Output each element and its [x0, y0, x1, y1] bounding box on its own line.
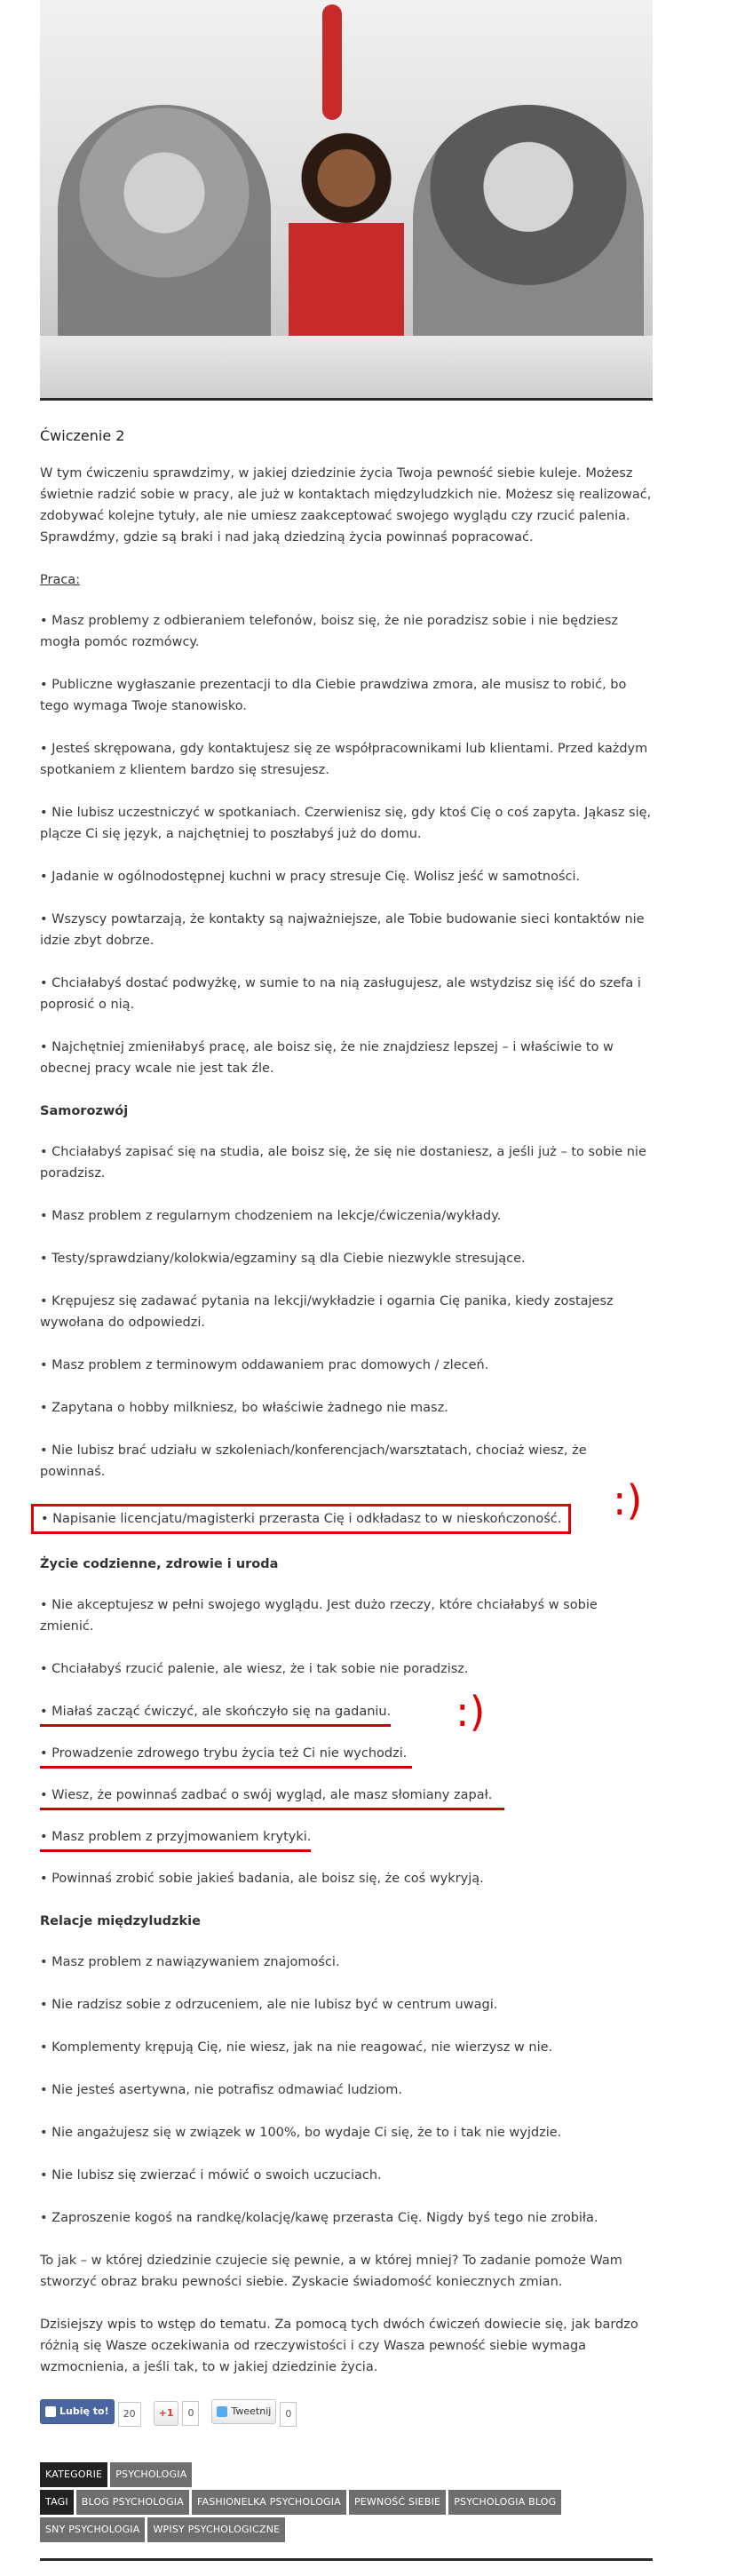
facebook-icon — [45, 2406, 56, 2417]
tweet-label: Tweetnij — [231, 2405, 272, 2417]
section-heading-relations: Relacje międzyludzkie — [40, 1914, 201, 1928]
google-plus-button[interactable]: +1 — [154, 2401, 179, 2426]
section-heading-daily-life: Życie codzienne, zdrowie i uroda — [40, 1557, 279, 1571]
category-link[interactable]: PSYCHOLOGIA — [110, 2462, 192, 2487]
list-item: • Nie radzisz sobie z odrzuceniem, ale nie lubisz być w centrum uwagi. — [40, 1998, 498, 2012]
underlined-list-item: • Masz problem z przyjmowaniem krytyki. — [40, 1826, 311, 1852]
list-item: • Nie jesteś asertywna, nie potrafisz odmawiać ludziom. — [40, 2083, 402, 2097]
facebook-like-label: Lubię to! — [59, 2405, 109, 2417]
tweet-button[interactable] — [211, 2399, 276, 2424]
list-item: • Zapytana o hobby milkniesz, bo właściwie żadnego nie masz. — [40, 1401, 448, 1415]
list-item: • Masz problem z regularnym chodzeniem na lekcje/ćwiczenia/wykłady. — [40, 1209, 502, 1223]
facebook-like — [40, 2399, 141, 2427]
list-item: • Publiczne wygłaszanie prezentacji to dla Ciebie prawdziwa zmora, ale musisz to robić, bo tego wymaga Twoje stanowisko. — [40, 678, 627, 713]
tags-row — [40, 2490, 653, 2515]
tag-link[interactable]: BLOG PSYCHOLOGIA — [76, 2490, 189, 2515]
underlined-list-item: • Wiesz, że powinnaś zadbać o swój wygląd, ale masz słomiany zapał. — [40, 1785, 504, 1810]
list-item: • Najchętniej zmieniłabyś pracę, ale boisz się, że nie znajdziesz lepszej – i właściwie to w obecnej pracy wcale nie jest tak źle. — [40, 1040, 614, 1076]
tweet-count: 0 — [280, 2402, 297, 2427]
highlighted-list-item: • Napisanie licencjatu/magisterki przerasta Cię i odkładasz to w nieskończoność. — [31, 1504, 571, 1534]
hero-image — [40, 0, 653, 398]
list-item: • Wszyscy powtarzają, że kontakty są najważniejsze, ale Tobie budowanie sieci kontaktów nie idzie zbyt dobrze. — [40, 912, 645, 948]
tag-link[interactable]: FASHIONELKA PSYCHOLOGIA — [192, 2490, 346, 2515]
facebook-like-button[interactable] — [40, 2399, 115, 2424]
list-item: • Testy/sprawdziany/kolokwia/egzaminy są dla Ciebie niezwykle stresujące. — [40, 1252, 526, 1266]
list-item: • Krępujesz się zadawać pytania na lekcji/wykładzie i ogarnia Cię panika, kiedy zostajesz wywołana do odpowiedzi. — [40, 1294, 614, 1330]
outro-paragraph: To jak – w której dziedzinie czujecie się pewnie, a w której mniej? To zadanie pomoże Wam stworzyć obraz braku pewności siebie. Zyskacie świadomość koniecznych zmian. — [40, 2254, 622, 2289]
list-item: • Jesteś skrępowana, gdy kontaktujesz się ze współpracownikami lub klientami. Przed każdym spotkaniem z klientem bardzo się stresujesz. — [40, 742, 648, 777]
outro-paragraph: Dzisiejszy wpis to wstęp do tematu. Za pomocą tych dwóch ćwiczeń dowiecie się, jak bardzo różnią się Wasze oczekiwania od rzeczywistości i czy Wasza pewność siebie wymaga wzmocnienia, a jeśli tak, to w jakiej dziedzinie życia. — [40, 2318, 638, 2374]
smiley-annotation: :) — [613, 1476, 643, 1524]
list-item: • Masz problem z terminowym oddawaniem prac domowych / zleceń. — [40, 1358, 489, 1372]
list-item: • Masz problemy z odbieraniem telefonów, boisz się, że nie poradzisz sobie i nie będziesz mogła pomóc rozmówcy. — [40, 614, 619, 649]
smiley-annotation: :) — [456, 1688, 486, 1736]
intro-paragraph: W tym ćwiczeniu sprawdzimy, w jakiej dziedzinie życia Twoja pewność siebie kuleje. Możesz świetnie radzić sobie w pracy, ale już w kontaktach międzyludzkich nie. Możesz się realizować, zdobywać kolejne tytuły, ale nie umiesz zaakceptować swojego wyglądu czy rzucić palenia. Sprawdźmy, gdzie są braki i nad jaką dziedziną życia powinnaś popracować. — [40, 466, 652, 545]
bottom-divider — [40, 2558, 653, 2561]
underlined-list-item: • Miałaś zacząć ćwiczyć, ale skończyło się na gadaniu. — [40, 1701, 391, 1727]
smiling-girl-figure — [289, 123, 404, 345]
facebook-like-count: 20 — [118, 2402, 141, 2427]
categories-row — [40, 2462, 653, 2487]
list-item: • Chciałabyś rzucić palenie, ale wiesz, że i tak sobie nie poradzisz. — [40, 1662, 469, 1676]
hero-divider — [40, 398, 653, 401]
list-item: • Chciałabyś zapisać się na studia, ale boisz się, że się nie dostaniesz, a jeśli już – to sobie nie poradzisz. — [40, 1145, 646, 1181]
google-plus-count: 0 — [182, 2401, 199, 2426]
post-subtitle: Ćwiczenie 2 — [40, 427, 125, 444]
list-item: • Nie akceptujesz w pełni swojego wyglądu. Jest dużo rzeczy, które chciałabyś w sobie zmienić. — [40, 1598, 598, 1634]
section-heading-self-development: Samorozwój — [40, 1104, 129, 1118]
blog-post — [40, 0, 653, 2561]
desk-shape — [40, 336, 653, 398]
list-item: • Chciałabyś dostać podwyżkę, w sumie to na nią zasługujesz, ale wstydzisz się iść do szefa i poprosić o nią. — [40, 976, 641, 1012]
share-bar — [40, 2399, 653, 2427]
raised-hand-figure — [322, 4, 342, 120]
tags-row-continued — [40, 2517, 653, 2542]
post-meta — [40, 2462, 653, 2542]
tag-link[interactable]: WPISY PSYCHOLOGICZNE — [147, 2517, 285, 2542]
section-heading-work: Praca: — [40, 573, 81, 587]
twitter-bird-icon — [217, 2406, 227, 2417]
list-item: • Masz problem z nawiązywaniem znajomości. — [40, 1955, 340, 1969]
tags-label: TAGI — [40, 2490, 74, 2515]
tag-link[interactable]: PEWNOŚĆ SIEBIE — [349, 2490, 446, 2515]
google-plus — [154, 2401, 200, 2426]
tag-link[interactable]: PSYCHOLOGIA BLOG — [448, 2490, 561, 2515]
highlighted-item-wrap — [40, 1476, 653, 1534]
list-item: • Komplementy krępują Cię, nie wiesz, jak na nie reagować, nie wierzysz w nie. — [40, 2040, 553, 2055]
tag-link[interactable]: SNY PSYCHOLOGIA — [40, 2517, 145, 2542]
list-item: • Nie lubisz uczestniczyć w spotkaniach. Czerwienisz się, gdy ktoś Cię o coś zapyta. Jąkasz się, plącze Ci się język, a najchętniej to poszłabyś już do domu. — [40, 806, 652, 841]
list-item: • Nie lubisz się zwierzać i mówić o swoich uczuciach. — [40, 2168, 382, 2182]
list-item: • Powinnaś zrobić sobie jakieś badania, ale boisz się, że coś wykryją. — [40, 1872, 484, 1886]
list-item: • Jadanie w ogólnodostępnej kuchni w pracy stresuje Cię. Wolisz jeść w samotności. — [40, 870, 581, 884]
list-item: • Zaproszenie kogoś na randkę/kolację/kawę przerasta Cię. Nigdy byś tego nie zrobiła. — [40, 2211, 598, 2225]
categories-label: KATEGORIE — [40, 2462, 107, 2487]
underlined-items-group — [40, 1688, 653, 1868]
post-content — [40, 425, 653, 2561]
list-item: • Nie angażujesz się w związek w 100%, bo wydaje Ci się, że to i tak nie wyjdzie. — [40, 2126, 562, 2140]
list-item: • Nie lubisz brać udziału w szkoleniach/konferencjach/warsztatach, chociaż wiesz, że powinnaś. — [40, 1443, 587, 1479]
underlined-list-item: • Prowadzenie zdrowego trybu życia też Ci nie wychodzi. — [40, 1743, 412, 1769]
tweet — [211, 2399, 297, 2427]
